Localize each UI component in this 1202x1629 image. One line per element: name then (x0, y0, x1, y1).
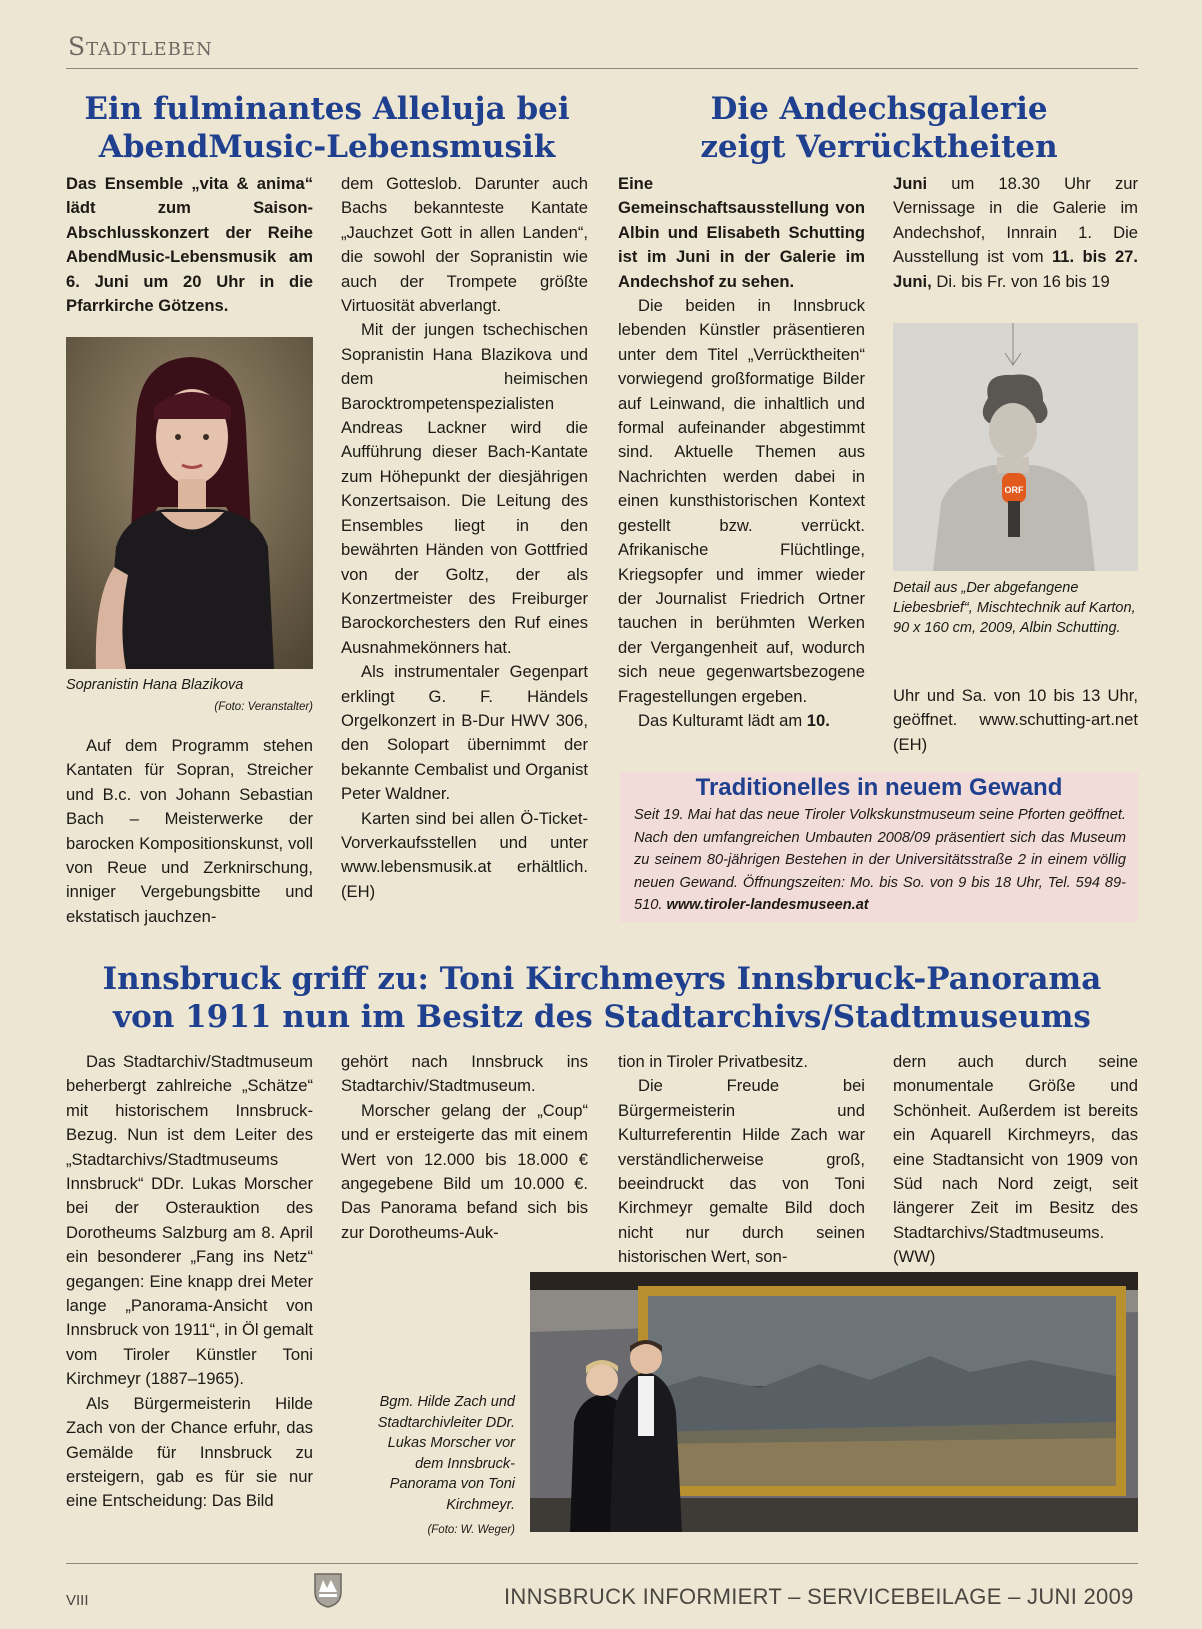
article1-paragraph: Auf dem Programm stehen Kantaten für Sopran, Streicher und B.c. von Johann Sebastian Bach – Meisterwerke der barocken Kompositionskunst, voll von Reue und Zerknirschung, inniger Vergebungsbitte und ekstatisch jauchzen- (66, 736, 313, 926)
article3-headline-line2: von 1911 nun im Besitz des Stadtarchivs/Stadtmuseums (113, 999, 1091, 1035)
article1-lead: Das Ensemble „vita & anima“ lädt zum Saison-Abschlusskonzert der Reihe AbendMusic-Lebensmusik am 6. Juni um 20 Uhr in die Pfarrkirche Götzens. (66, 174, 313, 316)
article2-vernissage-text: um 18.30 Uhr zur Vernissage in die Galerie im Andechshof, Innrain 1. Die Ausstellung ist vom (893, 174, 1138, 267)
article2-invite-text: Das Kulturamt lädt am (638, 710, 807, 730)
article1-column1-body (66, 734, 313, 929)
article2-hours-text: Di. bis Fr. von 16 bis 19 (931, 271, 1110, 291)
article3-column3 (618, 1050, 865, 1270)
singer-photo-illustration (66, 337, 313, 669)
section-label: Stadtleben (68, 32, 213, 61)
page-number: VIII (66, 1592, 89, 1609)
artwork-illustration (893, 323, 1138, 571)
singer-photo (66, 337, 313, 669)
singer-photo-credit: (Foto: Veranstalter) (214, 701, 313, 713)
museum-info-box (620, 772, 1138, 922)
article3-paragraph: Als Bürgermeisterin Hilde Zach von der Chance erfuhr, das Gemälde für Innsbruck zu ersteigern, gab es für sie nur eine Entscheidung: Das Bild (66, 1393, 313, 1511)
article2-headline-line1: Die Andechsgalerie (710, 91, 1048, 127)
article3-paragraph: Morscher gelang der „Coup“ und er ersteigerte das mit einem Wert von 12.000 bis 18.000 € angegebene Bild um 10.000 €. Das Panorama befand sich bis zur Dorotheums-Auk- (341, 1100, 588, 1242)
museum-info-link[interactable]: www.tiroler-landesmuseen.at (666, 897, 869, 913)
article1-paragraph: Karten sind bei allen Ö-Ticket-Vorverkaufsstellen und unter www.lebensmusik.at erhältlich. (EH) (341, 808, 588, 901)
article1-column1 (66, 172, 313, 318)
museum-info-title: Traditionelles in neuem Gewand (695, 774, 1063, 801)
museum-info-body: Seit 19. Mai hat das neue Tiroler Volkskunstmuseum seine Pforten geöffnet. Nach den umfangreichen Umbauten 2008/09 präsentiert sich das Museum zu seinem 80-jährigen Bestehen in der Universitätsstraße 2 in einem völlig neuen Gewand. Öffnungszeiten: Mo. bis So. von 9 bis 18 Uhr, Tel. 594 89-510. (634, 807, 1126, 913)
city-crest-icon (313, 1572, 343, 1608)
article1-headline-line2: AbendMusic-Lebensmusik (98, 129, 556, 165)
article3-paragraph: gehört nach Innsbruck ins Stadtarchiv/Stadtmuseum. (341, 1052, 588, 1096)
article3-column1 (66, 1050, 313, 1514)
article2-paragraph: Uhr und Sa. von 10 bis 13 Uhr, geöffnet. www.schutting-art.net (EH) (893, 686, 1138, 754)
singer-photo-caption: Sopranistin Hana Blazikova (66, 677, 244, 693)
header-rule (66, 68, 1138, 69)
article1-paragraph: Mit der jungen tschechischen Sopranistin Hana Blazikova und dem heimischen Barocktrompetenspezialisten Andreas Lackner wird die Aufführung dieser Bach-Kantate zum Höhepunkt der diesjährigen Konzertsaison. Die Leitung des Ensembles liegt in den bewährten Händen von Gottfried von der Goltz, der als Konzertmeister des Freiburger Barockorchesters den Ruf eines Ausnahmekönners hat. (341, 320, 588, 657)
museum-info-text (620, 804, 1138, 917)
footer-rule (66, 1563, 1138, 1564)
article2-column2-end (893, 684, 1138, 757)
article3-paragraph: tion in Tiroler Privatbesitz. (618, 1052, 808, 1071)
article2-headline (618, 90, 1140, 166)
article2-invite-date: 10. (806, 710, 830, 730)
article1-paragraph: Als instrumentaler Gegenpart erklingt G. F. Händels Orgelkonzert in B-Dur HWV 306, den Solopart übernimmt der bekannte Cembalist und Organist Peter Waldner. (341, 662, 588, 804)
article3-paragraph: Das Stadtarchiv/Stadtmuseum beherbergt zahlreiche „Schätze“ mit historischem Innsbruck-Bezug. Nun ist dem Leiter des „Stadtarchivs/Stadtmuseums Innsbruck“ DDr. Lukas Morscher bei der Osterauktion des Dorotheums Salzburg am 8. April ein besonderer „Fang ins Netz“ gegangen: Eine knapp drei Meter lange „Panorama-Ansicht von Innsbruck von 1911“, in Öl gemalt vom Tiroler Künstler Toni Kirchmeyr (1887–1965). (66, 1052, 313, 1389)
microphone-label: ORF (1004, 485, 1024, 495)
article3-paragraph: dern auch durch seine monumentale Größe und Schönheit. Außerdem ist bereits ein Aquarell Kirchmeyrs, das eine Stadtansicht von 1909 von Süd nach Nord zeigt, seit längerer Zeit im Besitz des Stadtarchivs/Stadtmuseums. (WW) (893, 1052, 1138, 1267)
publication-footer: INNSBRUCK INFORMIERT – SERVICEBEILAGE – JUNI 2009 (504, 1584, 1134, 1609)
article2-date-range: 11. bis 27. Juni, (893, 247, 1139, 291)
article2-headline-line2: zeigt Verrücktheiten (700, 129, 1058, 165)
article1-column2 (341, 172, 588, 904)
article1-headline (66, 90, 588, 166)
panorama-photo (530, 1272, 1138, 1532)
article3-column4 (893, 1050, 1138, 1270)
panorama-photo-caption: Bgm. Hilde Zach und Stadtarchivleiter DDr. Lukas Morscher vor dem Innsbruck-Panorama von Toni Kirchmeyr. (377, 1394, 515, 1513)
article3-column2 (341, 1050, 588, 1245)
article1-paragraph: dem Gotteslob. Darunter auch Bachs bekannteste Kantate „Jauchzet Gott in allen Landen“, die sowohl der Sopranistin wie auch der Trompete größte Virtuosität abverlangt. (341, 174, 588, 316)
article2-column2 (893, 172, 1138, 294)
article2-paragraph: Die beiden in Innsbruck lebenden Künstler präsentieren unter dem Titel „Verrücktheiten“ vorwiegend großformatige Bilder auf Leinwand, die inhaltlich und formal aufeinander abgestimmt sind. Aktuelle Themen aus Nachrichten werden dabei in einen kunsthistorischen Kontext gestellt bzw. verrückt. Afrikanische Flüchtlinge, Kriegsopfer und immer wieder der Journalist Friedrich Ortner tauchen in berühmten Werken der Vergangenheit auf, wodurch sich neue gegenwartsbezogene Fragestellungen ergeben. (618, 296, 865, 706)
article2-month: Juni (893, 174, 928, 193)
article3-headline (66, 960, 1138, 1036)
artwork-image (893, 323, 1138, 571)
artwork-caption: Detail aus „Der abgefangene Liebesbrief“, Mischtechnik auf Karton, 90 x 160 cm, 2009, Albin Schutting. (893, 580, 1136, 636)
article3-headline-line1: Innsbruck griff zu: Toni Kirchmeyrs Innsbruck-Panorama (102, 961, 1102, 997)
panorama-photo-credit: (Foto: W. Weger) (427, 1524, 515, 1536)
article3-paragraph: Die Freude bei Bürgermeisterin und Kulturreferentin Hilde Zach war verständlicherweise groß, beeindruckt das von Toni Kirchmeyr gemalte Bild doch nicht nur durch seinen historischen Wert, son- (618, 1076, 865, 1267)
article2-lead: Eine Gemeinschaftsausstellung von Albin und Elisabeth Schutting ist im Juni in der Galerie im Andechshof zu sehen. (618, 174, 865, 291)
article2-column1 (618, 172, 865, 733)
panorama-photo-illustration (530, 1272, 1138, 1532)
article1-headline-line1: Ein fulminantes Alleluja bei (84, 91, 570, 127)
